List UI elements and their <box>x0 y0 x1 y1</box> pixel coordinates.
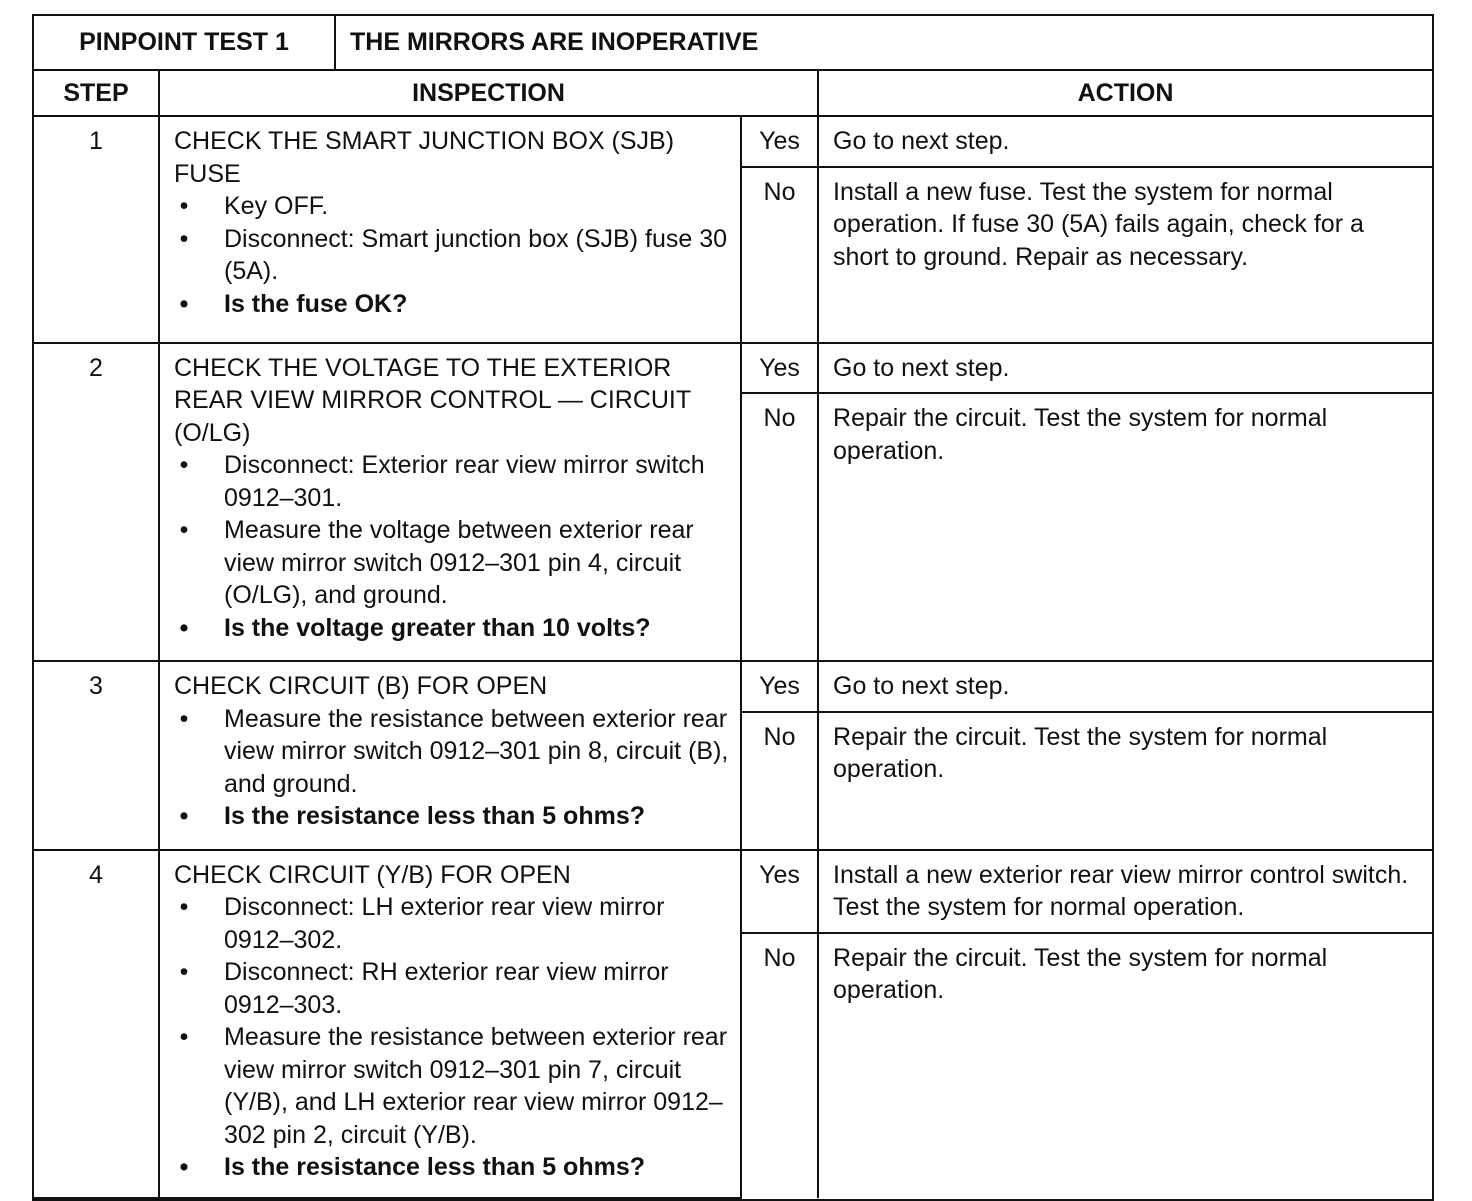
no-action: Repair the circuit. Test the system for normal operation. <box>818 712 1432 850</box>
bullet-text: Disconnect: Smart junction box (SJB) fuse 30 (5A). <box>224 224 728 285</box>
test-label: PINPOINT TEST 1 <box>34 16 336 69</box>
yes-label: Yes <box>741 850 818 933</box>
yes-label: Yes <box>741 116 818 167</box>
bullet-icon: • <box>179 1153 189 1181</box>
bullet-icon: • <box>179 289 189 318</box>
bullet-icon: • <box>179 958 189 986</box>
bullet-icon: • <box>179 451 189 479</box>
bullet-icon: • <box>179 516 189 544</box>
yes-label: Yes <box>741 343 818 394</box>
inspection-question <box>174 288 730 321</box>
inspection-question <box>174 1151 730 1184</box>
pinpoint-table <box>34 71 1432 1199</box>
inspection-cell <box>159 850 741 1198</box>
yes-action: Go to next step. <box>818 116 1432 167</box>
step-number: 1 <box>34 116 159 343</box>
bullet-icon: • <box>179 613 189 642</box>
bullet-icon: • <box>179 192 189 220</box>
inspection-bullet <box>174 891 730 956</box>
bullet-icon: • <box>179 704 189 733</box>
inspection-title: CHECK THE VOLTAGE TO THE EXTERIOR REAR VIEW MIRROR CONTROL — CIRCUIT (O/LG) <box>174 353 691 447</box>
no-action: Repair the circuit. Test the system for normal operation. <box>818 933 1432 1198</box>
bullet-text: Disconnect: LH exterior rear view mirror 0912–302. <box>224 893 665 954</box>
title-row <box>34 16 1432 71</box>
column-header-action: ACTION <box>818 71 1432 116</box>
question-text: Is the voltage greater than 10 volts? <box>224 613 651 642</box>
yes-action: Go to next step. <box>818 343 1432 394</box>
bullet-icon: • <box>179 893 189 921</box>
inspection-title: CHECK CIRCUIT (B) FOR OPEN <box>174 672 548 700</box>
no-label: No <box>741 167 818 343</box>
inspection-question <box>174 612 730 645</box>
step-number: 3 <box>34 661 159 850</box>
inspection-bullet <box>174 190 730 223</box>
bullet-text: Measure the voltage between exterior rear view mirror switch 0912–301 pin 4, circuit (O/LG), and ground. <box>224 516 694 609</box>
step-number: 2 <box>34 343 159 662</box>
question-text: Is the fuse OK? <box>224 289 408 318</box>
column-header-step: STEP <box>34 71 159 116</box>
yes-action: Install a new exterior rear view mirror control switch. Test the system for normal operation. <box>818 850 1432 933</box>
bullet-text: Disconnect: RH exterior rear view mirror 0912–303. <box>224 958 669 1019</box>
pinpoint-test-document <box>32 14 1434 1201</box>
bullet-text: Measure the resistance between exterior rear view mirror switch 0912–301 pin 8, circuit (B), and ground. <box>224 704 729 798</box>
bullet-icon: • <box>179 802 189 830</box>
inspection-bullet <box>174 223 730 288</box>
inspection-title: CHECK THE SMART JUNCTION BOX (SJB) FUSE <box>174 127 675 188</box>
inspection-bullets <box>174 190 730 320</box>
bullet-text: Key OFF. <box>224 192 329 220</box>
step-row-2-yes <box>34 343 1432 394</box>
inspection-cell <box>159 116 741 343</box>
bullet-icon: • <box>179 1023 189 1051</box>
column-header-inspection: INSPECTION <box>159 71 818 116</box>
inspection-bullets <box>174 891 730 1184</box>
step-row-3-yes <box>34 661 1432 712</box>
inspection-cell <box>159 661 741 850</box>
bullet-text: Disconnect: Exterior rear view mirror switch 0912–301. <box>224 451 705 512</box>
yes-action: Go to next step. <box>818 661 1432 712</box>
step-row-4-yes <box>34 850 1432 933</box>
inspection-question <box>174 800 730 833</box>
column-header-row <box>34 71 1432 116</box>
inspection-bullet <box>174 514 730 612</box>
bullet-icon: • <box>179 224 189 253</box>
inspection-bullet <box>174 956 730 1021</box>
test-title: THE MIRRORS ARE INOPERATIVE <box>350 28 759 56</box>
no-label: No <box>741 393 818 661</box>
no-label: No <box>741 712 818 850</box>
inspection-bullets <box>174 703 730 833</box>
bullet-text: Measure the resistance between exterior rear view mirror switch 0912–301 pin 7, circuit (Y/B), and LH exterior rear view mirror 0912–302 pin 2, circuit (Y/B). <box>224 1023 728 1149</box>
inspection-bullet <box>174 449 730 514</box>
no-action: Repair the circuit. Test the system for normal operation. <box>818 393 1432 661</box>
yes-label: Yes <box>741 661 818 712</box>
inspection-title: CHECK CIRCUIT (Y/B) FOR OPEN <box>174 860 571 889</box>
no-label: No <box>741 933 818 1198</box>
step-number: 4 <box>34 850 159 1198</box>
step-row-1-yes <box>34 116 1432 167</box>
no-action: Install a new fuse. Test the system for normal operation. If fuse 30 (5A) fails again, check for a short to ground. Repair as necessary. <box>818 167 1432 343</box>
question-text: Is the resistance less than 5 ohms? <box>224 802 645 830</box>
inspection-bullets <box>174 449 730 644</box>
inspection-bullet <box>174 1021 730 1151</box>
question-text: Is the resistance less than 5 ohms? <box>224 1153 645 1181</box>
inspection-bullet <box>174 703 730 801</box>
inspection-cell <box>159 343 741 662</box>
